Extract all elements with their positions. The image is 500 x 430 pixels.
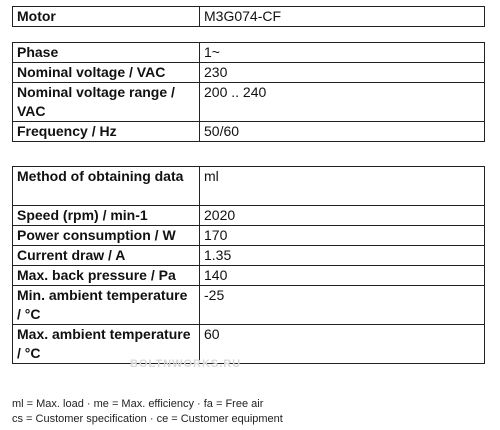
motor-label: Motor xyxy=(13,7,200,27)
table-row xyxy=(13,246,485,266)
voltage-range-value: 200 .. 240 xyxy=(200,83,485,122)
table-row xyxy=(13,122,485,142)
table-row xyxy=(13,167,485,206)
watermark: BOLTNWORKS.RU xyxy=(130,358,242,370)
phase-value: 1~ xyxy=(200,43,485,63)
power-consumption-value: 170 xyxy=(200,226,485,246)
speed-value: 2020 xyxy=(200,206,485,226)
back-pressure-value: 140 xyxy=(200,266,485,286)
frequency-value: 50/60 xyxy=(200,122,485,142)
table-row xyxy=(13,226,485,246)
table-row xyxy=(13,325,485,364)
footnotes xyxy=(12,397,283,427)
footnote-line-2: cs = Customer specification · ce = Customer equipment xyxy=(12,413,283,425)
min-ambient-temp-label: Min. ambient temperature / °C xyxy=(13,286,200,325)
table-row xyxy=(13,266,485,286)
frequency-label: Frequency / Hz xyxy=(13,122,200,142)
electrical-table xyxy=(12,42,485,142)
method-value: ml xyxy=(200,167,485,206)
table-row xyxy=(13,286,485,325)
table-row xyxy=(13,206,485,226)
min-ambient-temp-value: -25 xyxy=(200,286,485,325)
table-row xyxy=(13,7,485,27)
current-draw-label: Current draw / A xyxy=(13,246,200,266)
footnote-line-1: ml = Max. load · me = Max. efficiency · fa = Free air xyxy=(12,398,264,410)
phase-label: Phase xyxy=(13,43,200,63)
motor-value: M3G074-CF xyxy=(200,7,485,27)
speed-label: Speed (rpm) / min-1 xyxy=(13,206,200,226)
nominal-voltage-value: 230 xyxy=(200,63,485,83)
current-draw-value: 1.35 xyxy=(200,246,485,266)
max-ambient-temp-value: 60 xyxy=(200,325,485,364)
table-row xyxy=(13,63,485,83)
motor-table xyxy=(12,6,485,27)
max-ambient-temp-label: Max. ambient temperature / °C xyxy=(13,325,200,364)
method-label: Method of obtaining data xyxy=(13,167,200,206)
performance-table xyxy=(12,166,485,364)
nominal-voltage-label: Nominal voltage / VAC xyxy=(13,63,200,83)
table-row xyxy=(13,83,485,122)
table-row xyxy=(13,43,485,63)
voltage-range-label: Nominal voltage range / VAC xyxy=(13,83,200,122)
power-consumption-label: Power consumption / W xyxy=(13,226,200,246)
back-pressure-label: Max. back pressure / Pa xyxy=(13,266,200,286)
